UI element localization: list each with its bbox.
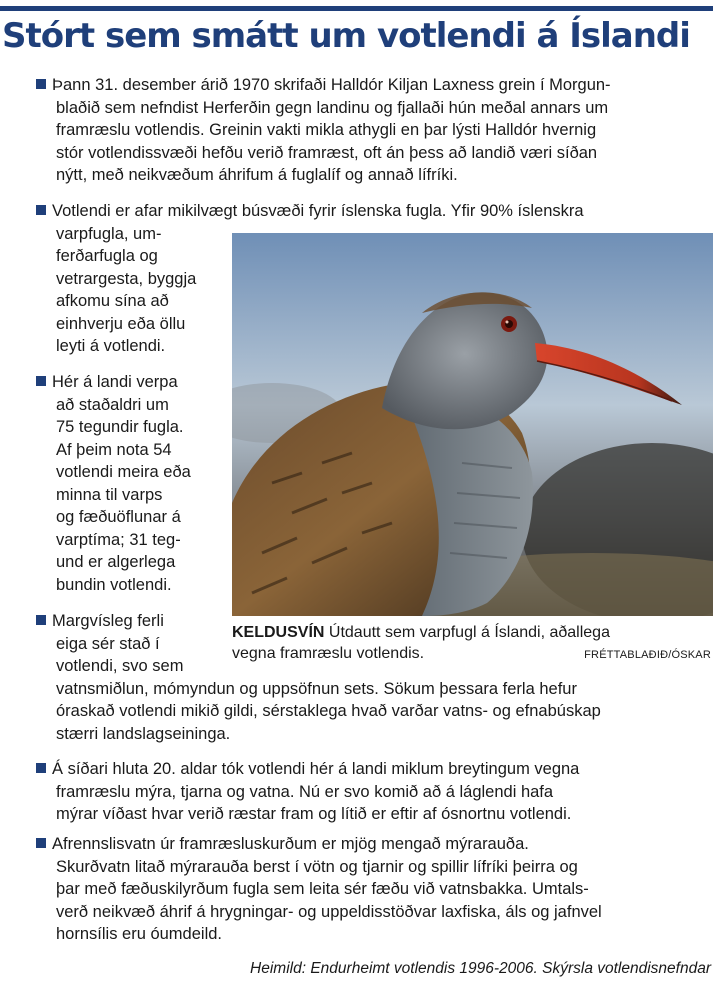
paragraph-line: stór votlendissvæði hefðu verið framræst, oft án þess að landið væri síðan — [56, 143, 598, 162]
paragraph-line: ferðarfugla og — [56, 247, 158, 265]
paragraph-line: og fæðuöflunar á — [56, 508, 181, 526]
water-rail-bird-photo — [232, 233, 713, 616]
top-rule — [0, 6, 713, 11]
paragraph-line: 75 tegundir fugla. — [56, 418, 184, 436]
paragraph-line: und er algerlega — [56, 553, 176, 571]
square-bullet-icon — [36, 205, 46, 215]
paragraph-line: stærri landslagseininga. — [56, 724, 231, 743]
paragraph-1 — [36, 74, 611, 187]
square-bullet-icon — [36, 763, 46, 773]
paragraph-line: að staðaldri um — [56, 395, 169, 414]
paragraph-line: afkomu sína að — [56, 292, 169, 310]
paragraph-line: varptíma; 31 teg- — [56, 530, 181, 549]
paragraph-line: Skurðvatn litað mýrarauða berst í vötn og tjarnir og spillir lífríki þeirra og — [56, 857, 578, 876]
paragraph-line: mýrar víðast hvar verið ræstar fram og lítið er eftir af ósnortnu votlendi. — [56, 805, 572, 823]
paragraph-line: bundin votlendi. — [56, 575, 172, 594]
paragraph-6 — [36, 833, 602, 946]
paragraph-line: varpfugla, um- — [56, 224, 162, 243]
paragraph-line: verð neikvæð áhrif á hrygningar- og uppeldisstöðvar laxfiska, áls og jafnvel — [56, 902, 602, 921]
caption-text: vegna framræslu votlendis. — [232, 645, 425, 662]
paragraph-3 — [36, 371, 191, 596]
source-note: Heimild: Endurheimt votlendis 1996-2006. Skýrsla votlendisnefndar — [250, 960, 711, 977]
paragraph-line: leyti á votlendi. — [56, 337, 166, 355]
photo-credit: FRÉTTABLAÐIÐ/ÓSKAR — [584, 649, 711, 661]
paragraph-line: Af þeim nota 54 — [56, 440, 172, 459]
paragraph-5 — [36, 758, 579, 826]
paragraph-line: vetrargesta, byggja — [56, 269, 197, 288]
paragraph-line: Votlendi er afar mikilvægt búsvæði fyrir íslenska fugla. Yfir 90% íslenskra — [52, 202, 584, 220]
square-bullet-icon — [36, 376, 46, 386]
paragraph-line: óraskað votlendi mikið gildi, sérstaklega hvað varðar vatns- og efnabúskap — [56, 702, 601, 720]
caption-label: KELDUSVÍN — [232, 624, 325, 641]
page-title: Stórt sem smátt um votlendi á Íslandi — [2, 16, 690, 56]
paragraph-line: Hér á landi verpa — [52, 373, 178, 391]
paragraph-line: framræslu mýra, tjarna og vatna. Nú er svo komið að á láglendi hafa — [56, 782, 554, 801]
paragraph-line: votlendi, svo sem — [56, 657, 184, 675]
square-bullet-icon — [36, 79, 46, 89]
paragraph-line: Á síðari hluta 20. aldar tók votlendi hér á landi miklum breytingum vegna — [52, 760, 580, 778]
paragraph-line: vatnsmiðlun, mómyndun og uppsöfnun sets. Sökum þessara ferla hefur — [56, 679, 577, 698]
paragraph-line: votlendi meira eða — [56, 463, 191, 481]
paragraph-line: blaðið sem nefndist Herferðin gegn landinu og fjallaði hún meðal annars um — [56, 98, 609, 117]
paragraph-line: hornsílis eru óumdeild. — [56, 925, 222, 943]
paragraph-line: nýtt, með neikvæðum áhrifum á fuglalíf og annað lífríki. — [56, 166, 458, 184]
caption-text: Útdautt sem varpfugl á Íslandi, aðallega — [328, 624, 610, 641]
paragraph-line: Afrennslisvatn úr framræsluskurðum er mjög mengað mýrarauða. — [52, 835, 529, 853]
paragraph-line: eiga sér stað í — [56, 634, 160, 653]
paragraph-line: minna til varps — [56, 485, 163, 504]
paragraph-line: Margvísleg ferli — [52, 612, 164, 630]
paragraph-line: einhverju eða öllu — [56, 314, 186, 333]
square-bullet-icon — [36, 615, 46, 625]
paragraph-line: Þann 31. desember árið 1970 skrifaði Halldór Kiljan Laxness grein í Morgun- — [52, 76, 611, 94]
square-bullet-icon — [36, 838, 46, 848]
paragraph-line: framræslu votlendis. Greinin vakti mikla athygli en þar lýsti Halldór hvernig — [56, 121, 597, 139]
paragraph-line: þar með fæðuskilyrðum fugla sem leita sér fæðu við vatnsbakka. Umtals- — [56, 880, 589, 898]
